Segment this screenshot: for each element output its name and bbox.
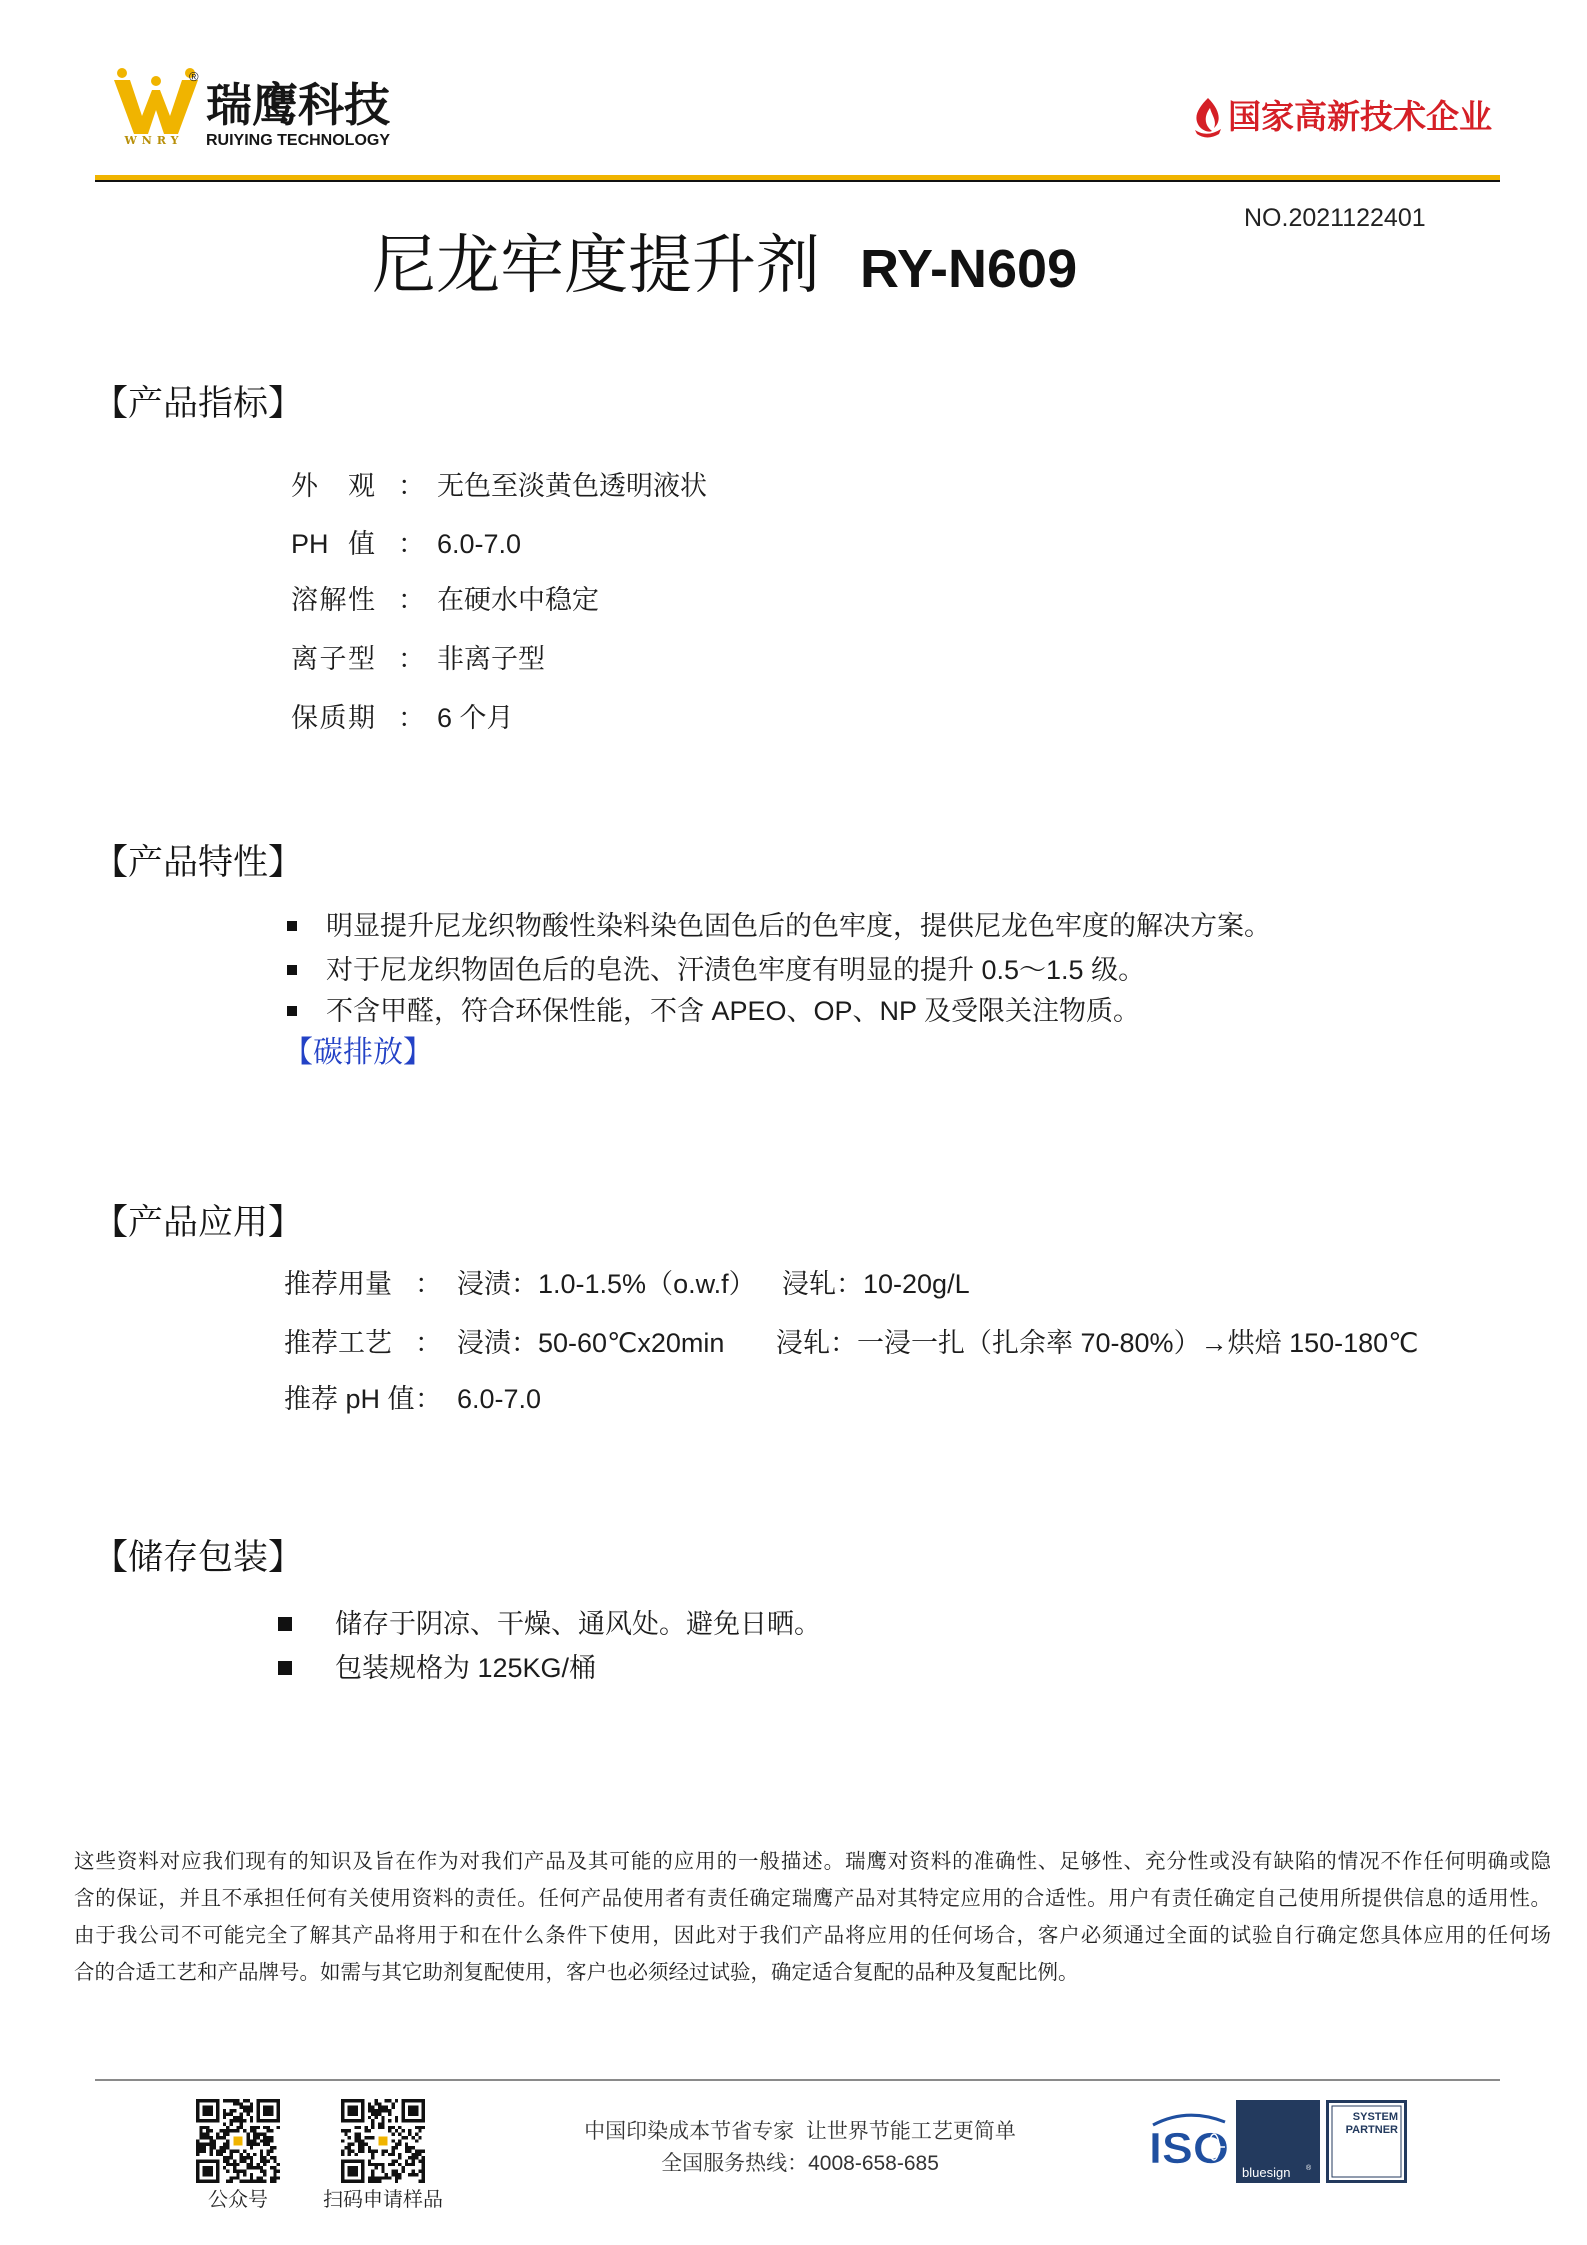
spec-value: 6.0-7.0 — [437, 529, 522, 559]
spec-label: 保质期 — [291, 703, 375, 733]
iso-lettering: ISO — [1149, 2124, 1229, 2173]
application-value-secondary: 浸轧：一浸一扎（扎余率 70-80%）→烘焙 150-180℃ — [776, 1328, 1419, 1358]
feature-text: 对于尼龙织物固色后的皂洗、汗渍色牢度有明显的提升 0.5～1.5 级。 — [326, 955, 1146, 985]
disclaimer-paragraph — [74, 1843, 1551, 1991]
spec-value: 无色至淡黄色透明液状 — [437, 471, 707, 501]
disclaimer-line: 这些资料对应我们现有的知识及旨在作为对我们产品及其可能的应用的一般描述。瑞鹰对资料的准确性、足够性、充分性或没有缺陷的情况不作任何明确或隐 — [74, 1850, 1551, 1873]
system-partner-badge-icon — [1326, 2100, 1407, 2183]
bullet-icon — [287, 921, 297, 931]
header-rule-black — [95, 180, 1500, 182]
spec-label: PH 值 — [291, 529, 375, 559]
spec-separator: ： — [398, 471, 425, 501]
bluesign-registered-mark: ® — [1306, 2165, 1312, 2172]
application-heading: 【产品应用】 — [93, 1203, 304, 1243]
spec-separator: ： — [398, 585, 425, 615]
iso-logo-icon — [1147, 2109, 1231, 2174]
list-item — [287, 994, 1140, 1028]
registered-mark: ® — [189, 69, 199, 84]
application-value: 浸渍：50-60℃x20min — [457, 1328, 725, 1358]
application-row — [0, 1382, 1587, 1416]
spec-separator: ： — [398, 644, 425, 674]
spec-label: 溶解性 — [291, 585, 375, 615]
spec-separator: ： — [398, 529, 425, 559]
company-slogan: 中国印染成本节省专家 让世界节能工艺更简单 — [584, 2120, 1016, 2143]
spec-value: 在硬水中稳定 — [437, 585, 599, 615]
application-separator: ： — [415, 1328, 442, 1358]
bluesign-logo-icon — [1236, 2100, 1320, 2183]
feature-text: 明显提升尼龙织物酸性染料染色固色后的色牢度，提供尼龙色牢度的解决方案。 — [326, 911, 1271, 941]
bullet-icon — [278, 1661, 292, 1675]
qr-label: 扫码申请样品 — [323, 2189, 443, 2211]
storage-heading: 【储存包装】 — [93, 1538, 304, 1578]
application-row — [0, 1267, 1587, 1301]
spec-row — [0, 701, 1587, 735]
spec-separator: ： — [398, 703, 425, 733]
bullet-icon — [287, 965, 297, 975]
list-item — [287, 953, 1145, 987]
application-separator: ： — [415, 1384, 442, 1414]
logo-mark-text: WNRY — [124, 134, 184, 147]
document-number: NO.2021122401 — [1244, 204, 1426, 232]
spec-value: 6 个月 — [437, 703, 514, 733]
flame-icon — [1190, 96, 1224, 138]
spec-row — [0, 642, 1587, 676]
partner-line-2: PARTNER — [1345, 2124, 1398, 2136]
crown-w-logo-icon — [112, 66, 200, 136]
application-row — [0, 1326, 1587, 1360]
page-title — [372, 228, 1077, 304]
qr-label: 公众号 — [208, 2189, 268, 2211]
list-item — [287, 909, 1271, 943]
high-tech-enterprise-badge: 国家高新技术企业 — [1228, 97, 1492, 136]
footer-rule — [95, 2079, 1500, 2081]
list-item — [278, 1607, 821, 1641]
spec-label: 离子型 — [291, 644, 375, 674]
disclaimer-line: 含的保证，并且不承担任何有关使用资料的责任。任何产品使用者有责任确定瑞鹰产品对其特定应用的合适性。用户有责任确定自己使用所提供信息的适用性。 — [74, 1887, 1551, 1910]
application-separator: ： — [415, 1269, 442, 1299]
specs-heading: 【产品指标】 — [93, 384, 304, 424]
carbon-emission-note: 【碳排放】 — [283, 1036, 433, 1069]
qr-code-official-account-icon — [196, 2099, 280, 2183]
product-code: RY-N609 — [860, 239, 1078, 299]
bullet-icon — [287, 1006, 297, 1016]
disclaimer-line: 合的合适工艺和产品牌号。如需与其它助剂复配使用，客户也必须经过试验，确定适合复配的品种及复配比例。 — [74, 1961, 1079, 1984]
feature-text: 不含甲醛，符合环保性能，不含 APEO、OP、NP 及受限关注物质。 — [326, 996, 1141, 1026]
spec-row — [0, 583, 1587, 617]
storage-text: 包装规格为 125KG/桶 — [335, 1653, 597, 1683]
spec-value: 非离子型 — [437, 644, 545, 674]
list-item — [278, 1651, 596, 1685]
partner-line-1: SYSTEM — [1352, 2111, 1398, 2123]
application-value: 6.0-7.0 — [457, 1384, 542, 1414]
spec-label: 外 观 — [291, 471, 375, 501]
company-name-cn: 瑞鹰科技 — [206, 78, 390, 132]
service-hotline: 全国服务热线：4008-658-685 — [661, 2152, 939, 2175]
application-value-secondary: 浸轧：10-20g/L — [782, 1269, 970, 1299]
application-label: 推荐 pH 值 — [284, 1384, 415, 1414]
company-name-en: RUIYING TECHNOLOGY — [206, 132, 391, 149]
spec-row — [0, 469, 1587, 503]
application-label: 推荐用量 — [284, 1269, 392, 1299]
disclaimer-line: 由于我公司不可能完全了解其产品将用于和在什么条件下使用，因此对于我们产品将应用的任何场合，客户必须通过全面的试验自行确定您具体应用的任何场 — [74, 1924, 1551, 1947]
product-name: 尼龙牢度提升剂 — [372, 229, 820, 303]
spec-row — [0, 527, 1587, 561]
application-value: 浸渍：1.0-1.5%（o.w.f） — [457, 1269, 756, 1299]
footer-contact — [560, 2119, 1040, 2177]
storage-text: 储存于阴凉、干燥、通风处。避免日晒。 — [335, 1609, 821, 1639]
application-label: 推荐工艺 — [284, 1328, 392, 1358]
bluesign-lettering: bluesign — [1242, 2165, 1291, 2180]
qr-code-sample-request-icon — [341, 2099, 425, 2183]
bullet-icon — [278, 1617, 292, 1631]
features-heading: 【产品特性】 — [93, 843, 304, 883]
